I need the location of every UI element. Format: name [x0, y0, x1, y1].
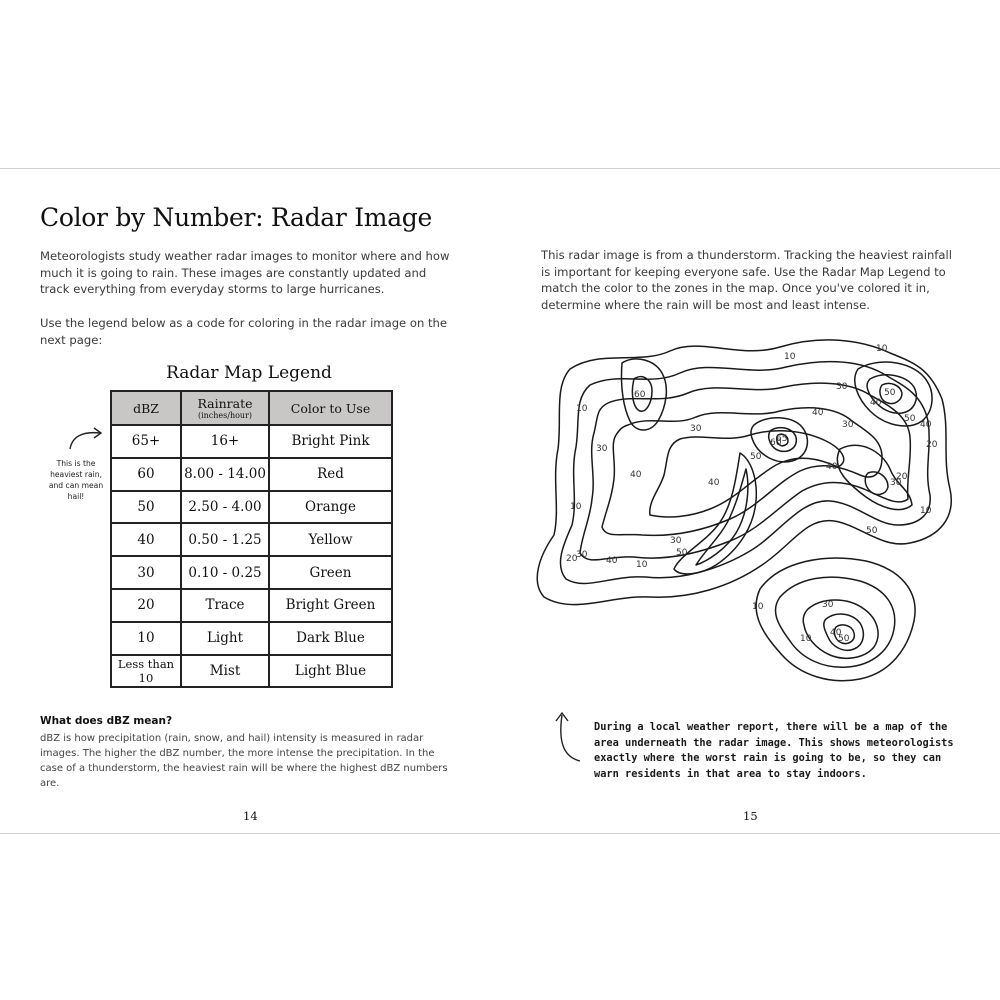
map-label: 50 — [866, 526, 878, 536]
cell-color: Bright Green — [269, 589, 392, 622]
cell-rate: 8.00 - 14.00 — [181, 458, 269, 491]
curved-arrow-icon — [64, 425, 110, 453]
cell-color: Yellow — [269, 523, 392, 556]
cell-dbz: 40 — [111, 523, 181, 556]
table-row — [111, 622, 392, 655]
cell-dbz: 10 — [111, 622, 181, 655]
map-label: 10 — [576, 404, 588, 414]
map-label: 20 — [926, 440, 938, 450]
table-row — [111, 458, 392, 491]
cell-rate: 0.50 - 1.25 — [181, 523, 269, 556]
cell-rate: 2.50 - 4.00 — [181, 491, 269, 524]
book-spread — [0, 168, 1000, 834]
cell-dbz: 60 — [111, 458, 181, 491]
map-label: 40 — [708, 478, 720, 488]
contour-lower-20 — [775, 577, 894, 667]
cell-rate: Trace — [181, 589, 269, 622]
instructions-paragraph: Use the legend below as a code for coloring in the radar image on the next page: — [40, 316, 448, 347]
map-label: 50 — [884, 388, 896, 398]
header-rainrate-unit: (inches/hour) — [197, 410, 253, 420]
map-label: 65 — [776, 434, 788, 444]
map-label: 10 — [876, 344, 888, 354]
table-row — [111, 523, 392, 556]
cell-color: Orange — [269, 491, 392, 524]
cell-dbz: 50 — [111, 491, 181, 524]
header-color: Color to Use — [269, 391, 392, 425]
curved-arrow-icon — [550, 707, 590, 767]
map-label: 20 — [566, 554, 578, 564]
map-label: 40 — [870, 398, 882, 408]
map-label: 30 — [670, 536, 682, 546]
table-row — [111, 655, 392, 688]
header-rainrate — [181, 391, 269, 425]
contour-outer — [537, 340, 951, 605]
map-label: 50 — [904, 414, 916, 424]
map-label: 40 — [630, 470, 642, 480]
side-note: This is the heaviest rain, and can mean hail! — [48, 459, 104, 501]
cell-dbz: 65+ — [111, 425, 181, 458]
cell-color: Green — [269, 556, 392, 589]
intro-paragraph: Meteorologists study weather radar images to monitor where and how much it is going to rain. These images are constantly updated and track everything from everyday storms to large hurricanes. — [40, 249, 450, 296]
map-label: 40 — [812, 408, 824, 418]
table-row — [111, 491, 392, 524]
table-row — [111, 425, 392, 458]
cell-color: Bright Pink — [269, 425, 392, 458]
map-label: 50 — [676, 548, 688, 558]
dbz-heading: What does dBZ mean? — [40, 715, 173, 727]
page-title: Color by Number: Radar Image — [40, 203, 432, 232]
map-label: 10 — [784, 352, 796, 362]
map-label: 50 — [838, 634, 850, 644]
cell-rate: 16+ — [181, 425, 269, 458]
map-label: 30 — [890, 478, 902, 488]
map-label: 40 — [830, 628, 842, 638]
map-label: 40 — [920, 420, 932, 430]
right-page — [500, 169, 1000, 833]
map-label: 40 — [606, 556, 618, 566]
legend-title: Radar Map Legend — [166, 363, 332, 383]
map-label: 30 — [836, 382, 848, 392]
cell-rate: Light — [181, 622, 269, 655]
page-number-left: 14 — [243, 809, 258, 823]
cell-rate: 0.10 - 0.25 — [181, 556, 269, 589]
cell-dbz: 20 — [111, 589, 181, 622]
table-row — [111, 589, 392, 622]
cell-rate: Mist — [181, 655, 269, 688]
map-label: 60 — [634, 390, 646, 400]
header-dbz: dBZ — [111, 391, 181, 425]
map-label: 30 — [822, 600, 834, 610]
radar-map — [530, 329, 970, 699]
table-row — [111, 556, 392, 589]
map-label: 10 — [920, 506, 932, 516]
map-label: 40 — [826, 462, 838, 472]
map-label: 30 — [576, 550, 588, 560]
map-label: 10 — [636, 560, 648, 570]
map-label: 10 — [752, 602, 764, 612]
map-label: 30 — [596, 444, 608, 454]
map-label: 60 — [770, 438, 782, 448]
map-caption: During a local weather report, there will be a map of the area underneath the radar image. This shows meteorologists exactly where the worst rain is going to be, so they can warn residents in that area to stay indoors. — [594, 721, 954, 780]
page-number-right: 15 — [743, 809, 758, 823]
map-label: 50 — [750, 452, 762, 462]
map-label: 30 — [690, 424, 702, 434]
map-label: 20 — [896, 472, 908, 482]
map-label: 10 — [570, 502, 582, 512]
cell-dbz: 30 — [111, 556, 181, 589]
cell-color: Dark Blue — [269, 622, 392, 655]
cell-dbz: Less than 10 — [111, 655, 181, 688]
cell-color: Light Blue — [269, 655, 392, 688]
cell-color: Red — [269, 458, 392, 491]
legend-table — [110, 390, 393, 688]
legend-header-row — [111, 391, 392, 425]
map-label: 30 — [842, 420, 854, 430]
map-label: 10 — [800, 634, 812, 644]
header-rainrate-label: Rainrate — [197, 395, 253, 411]
dbz-body: dBZ is how precipitation (rain, snow, and hail) intensity is measured in radar images. The higher the dBZ number, the more intense the precipitation. In the case of a thunderstorm, the heaviest rain will be where the highest dBZ numbers are. — [40, 733, 448, 789]
right-intro-paragraph: This radar image is from a thunderstorm. Tracking the heaviest rainfall is important for keeping everyone safe. Use the Radar Map Legend to match the color to the zones in the map. Once you've colored it in, determine where the rain will be most and least intense. — [541, 248, 952, 312]
left-page — [0, 169, 500, 833]
